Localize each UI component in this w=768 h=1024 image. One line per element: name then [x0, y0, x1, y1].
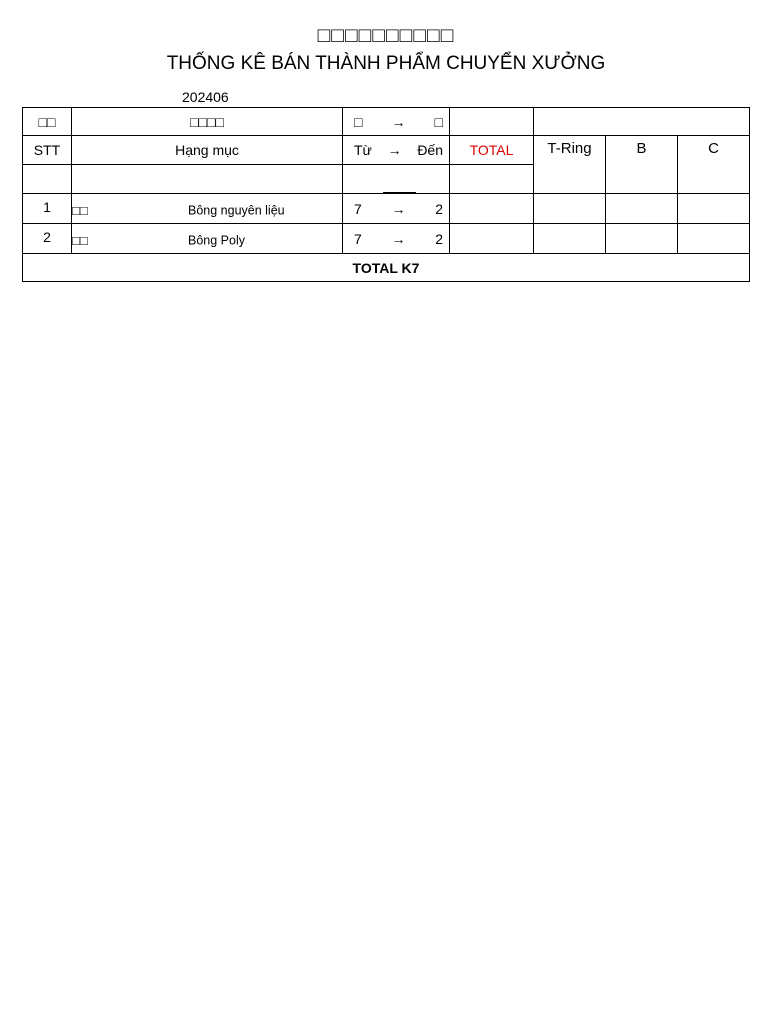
row-from: 7 — [354, 200, 362, 217]
row-stt: 2 — [23, 224, 72, 254]
header-stt: STT — [23, 136, 72, 165]
document-title-chinese: □□□□□□□□□□ — [317, 24, 455, 47]
header-total-chinese — [450, 108, 534, 136]
row-route — [343, 224, 450, 254]
spacer-cell — [343, 165, 450, 194]
arrow-right-icon: → — [391, 113, 406, 130]
header-size-c: C — [678, 136, 750, 194]
transfer-table — [22, 107, 750, 282]
header-stt-chinese: □□ — [23, 108, 72, 136]
row-to: 2 — [435, 230, 443, 247]
row-item — [72, 224, 343, 254]
row-route — [343, 194, 450, 224]
row-total[interactable] — [450, 194, 534, 224]
row-size-c[interactable] — [678, 194, 750, 224]
row-item-chinese: □□ — [72, 202, 88, 218]
row-size-b[interactable] — [606, 224, 678, 254]
row-size-b[interactable] — [606, 194, 678, 224]
row-item-name: Bông Poly — [188, 232, 245, 247]
spacer-cell — [23, 165, 72, 194]
header-row-chinese — [23, 108, 750, 136]
row-total[interactable] — [450, 224, 534, 254]
arrow-right-icon: → — [391, 200, 406, 217]
header-sizes-group — [534, 108, 750, 136]
row-from: 7 — [354, 230, 362, 247]
header-route-chinese — [343, 108, 450, 136]
footer-total-label: TOTAL K7 — [23, 254, 750, 282]
report-period: 202406 — [182, 89, 229, 105]
row-item — [72, 194, 343, 224]
row-item-name: Bông nguyên liệu — [188, 202, 285, 217]
header-from: Từ — [354, 142, 372, 158]
header-total: TOTAL — [450, 136, 534, 165]
arrow-right-icon: → — [391, 230, 406, 247]
spacer-cell — [72, 165, 343, 194]
table-row — [23, 224, 750, 254]
row-stt: 1 — [23, 194, 72, 224]
header-row — [23, 136, 750, 165]
row-size-c[interactable] — [678, 224, 750, 254]
header-route — [343, 136, 450, 165]
spacer-cell — [450, 165, 534, 194]
header-item-chinese: □□□□ — [72, 108, 343, 136]
divider — [383, 192, 416, 193]
header-size-b: B — [606, 136, 678, 194]
header-from-chinese: □ — [354, 113, 363, 130]
table-row — [23, 194, 750, 224]
row-to: 2 — [435, 200, 443, 217]
row-item-chinese: □□ — [72, 232, 88, 248]
header-to-chinese: □ — [434, 113, 443, 130]
arrow-right-icon: → — [387, 142, 402, 158]
document-title: THỐNG KÊ BÁN THÀNH PHẨM CHUYỂN XƯỞNG — [166, 53, 606, 74]
footer-total-row — [23, 254, 750, 282]
row-size-t-ring[interactable] — [534, 224, 606, 254]
row-size-t-ring[interactable] — [534, 194, 606, 224]
header-to: Đến — [417, 142, 443, 158]
header-size-t-ring: T-Ring — [534, 136, 606, 194]
header-item: Hạng mục — [72, 136, 343, 165]
